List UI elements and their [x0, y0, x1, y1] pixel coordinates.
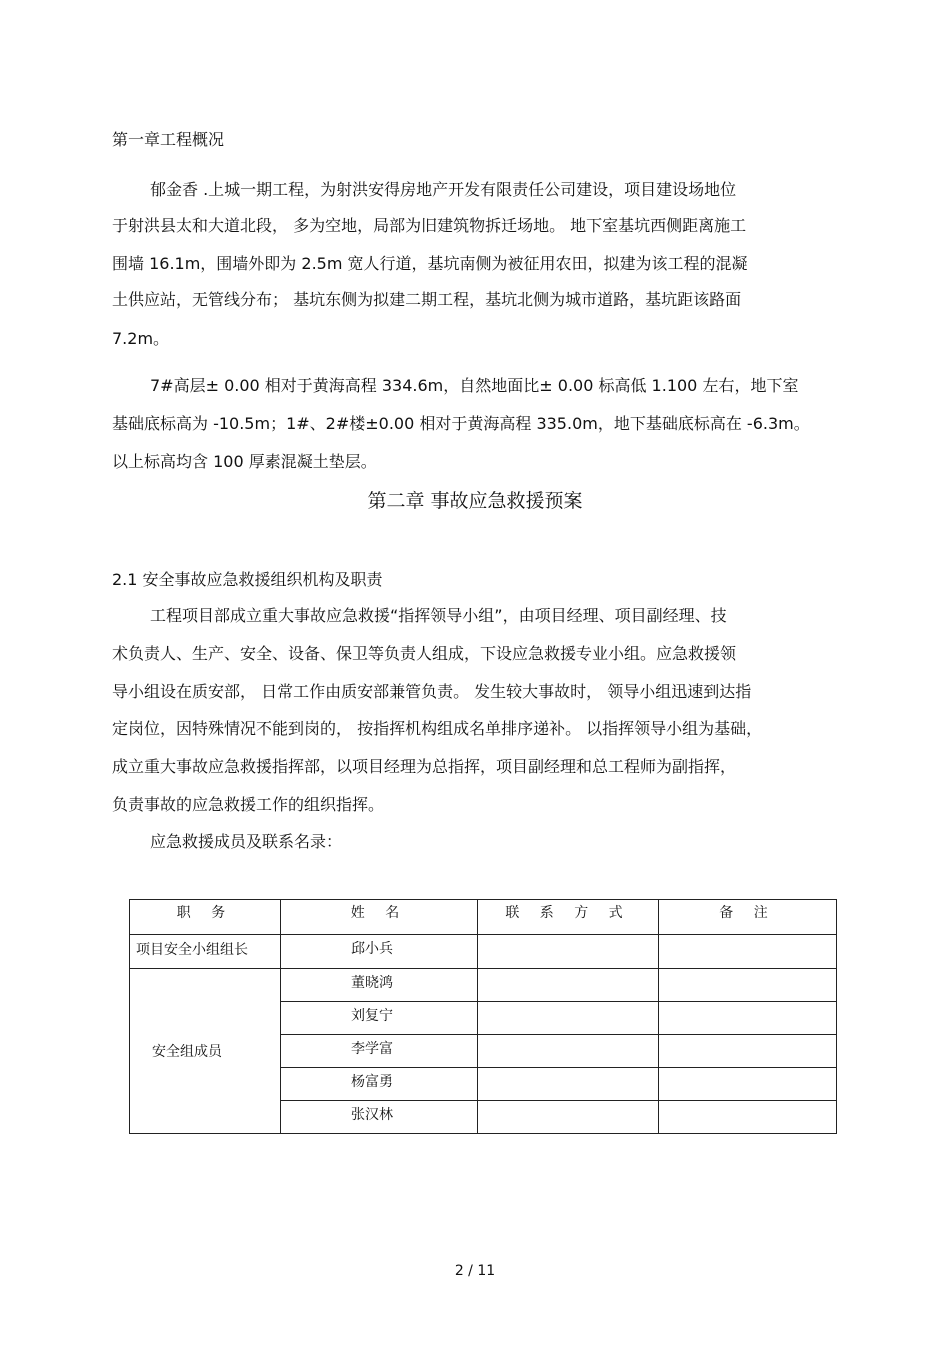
cell-contact	[478, 969, 659, 1002]
text-line: 定岗位，因特殊情况不能到岗的， 按指挥机构组成名单排序递补。 以指挥领导小组为基础，	[112, 719, 763, 738]
header-remarks: 备 注	[659, 900, 837, 935]
cell-remarks	[659, 1101, 837, 1134]
text-line: 土供应站，无管线分布； 基坑东侧为拟建二期工程，基坑北侧为城市道路，基坑距该路面	[112, 290, 742, 309]
cell-remarks	[659, 1002, 837, 1035]
cell-remarks	[659, 969, 837, 1002]
member-name: 董晓鸿	[351, 975, 393, 991]
cell-name	[281, 935, 478, 969]
cell-contact	[478, 1101, 659, 1134]
leader-role: 项目安全小组组长	[136, 942, 248, 958]
header-contact: 联 系 方 式	[478, 900, 659, 935]
contact-list-intro: 应急救援成员及联系名录：	[150, 832, 343, 851]
cell-remarks	[659, 935, 837, 969]
cell-name	[281, 1002, 478, 1035]
member-name: 杨富勇	[351, 1074, 393, 1090]
text-line: 术负责人、生产、安全、设备、保卫等负责人组成，下设应急救援专业小组。应急救援领	[112, 644, 737, 663]
text-line: 郁金香 .上城一期工程，为射洪安得房地产开发有限责任公司建设，项目建设场地位	[150, 180, 737, 199]
text-line: 于射洪县太和大道北段， 多为空地，局部为旧建筑物拆迁场地。 地下室基坑西侧距离施工	[112, 216, 747, 235]
members-role: 安全组成员	[130, 969, 281, 1134]
member-name: 李学富	[351, 1041, 393, 1057]
member-name: 张汉林	[351, 1107, 393, 1123]
cell-remarks	[659, 1035, 837, 1068]
cell-contact	[478, 1068, 659, 1101]
text-line: 围墙 16.1m，围墙外即为 2.5m 宽人行道，基坑南侧为被征用农田，拟建为该工程的混凝	[112, 254, 748, 273]
header-role: 职 务	[130, 900, 281, 935]
chapter1-title: 第一章工程概况	[112, 130, 225, 149]
cell-contact	[478, 1035, 659, 1068]
table-row	[130, 935, 837, 969]
table-row	[130, 969, 837, 1002]
text-line: 7.2m。	[112, 329, 170, 348]
cell-role	[130, 935, 281, 969]
page-number: 2 / 11	[454, 1263, 496, 1279]
section-2-1-title: 2.1 安全事故应急救援组织机构及职责	[112, 570, 383, 589]
cell-name	[281, 1035, 478, 1068]
text-line: 负责事故的应急救援工作的组织指挥。	[112, 795, 385, 814]
text-line: 成立重大事故应急救援指挥部，以项目经理为总指挥，项目副经理和总工程师为副指挥，	[112, 757, 737, 776]
text-line: 以上标高均含 100 厚素混凝土垫层。	[112, 452, 377, 471]
leader-name: 邱小兵	[351, 941, 393, 957]
cell-contact	[478, 1002, 659, 1035]
cell-name	[281, 1101, 478, 1134]
contact-table	[129, 899, 837, 1134]
cell-remarks	[659, 1068, 837, 1101]
text-line: 工程项目部成立重大事故应急救援“指挥领导小组”，由项目经理、项目副经理、技	[150, 606, 727, 625]
table-header-row	[130, 900, 837, 935]
header-name: 姓 名	[281, 900, 478, 935]
cell-contact	[478, 935, 659, 969]
chapter2-title: 第二章 事故应急救援预案	[367, 490, 583, 512]
member-name: 刘复宁	[351, 1008, 393, 1024]
cell-name	[281, 1068, 478, 1101]
text-line: 7#高层± 0.00 相对于黄海高程 334.6m，自然地面比± 0.00 标高低 1.100 左右，地下室	[150, 376, 799, 395]
text-line: 基础底标高为 -10.5m；1#、2#楼±0.00 相对于黄海高程 335.0m，地下基础底标高在 -6.3m。	[112, 414, 810, 433]
text-line: 导小组设在质安部， 日常工作由质安部兼管负责。 发生较大事故时， 领导小组迅速到达指	[112, 682, 752, 701]
cell-name	[281, 969, 478, 1002]
